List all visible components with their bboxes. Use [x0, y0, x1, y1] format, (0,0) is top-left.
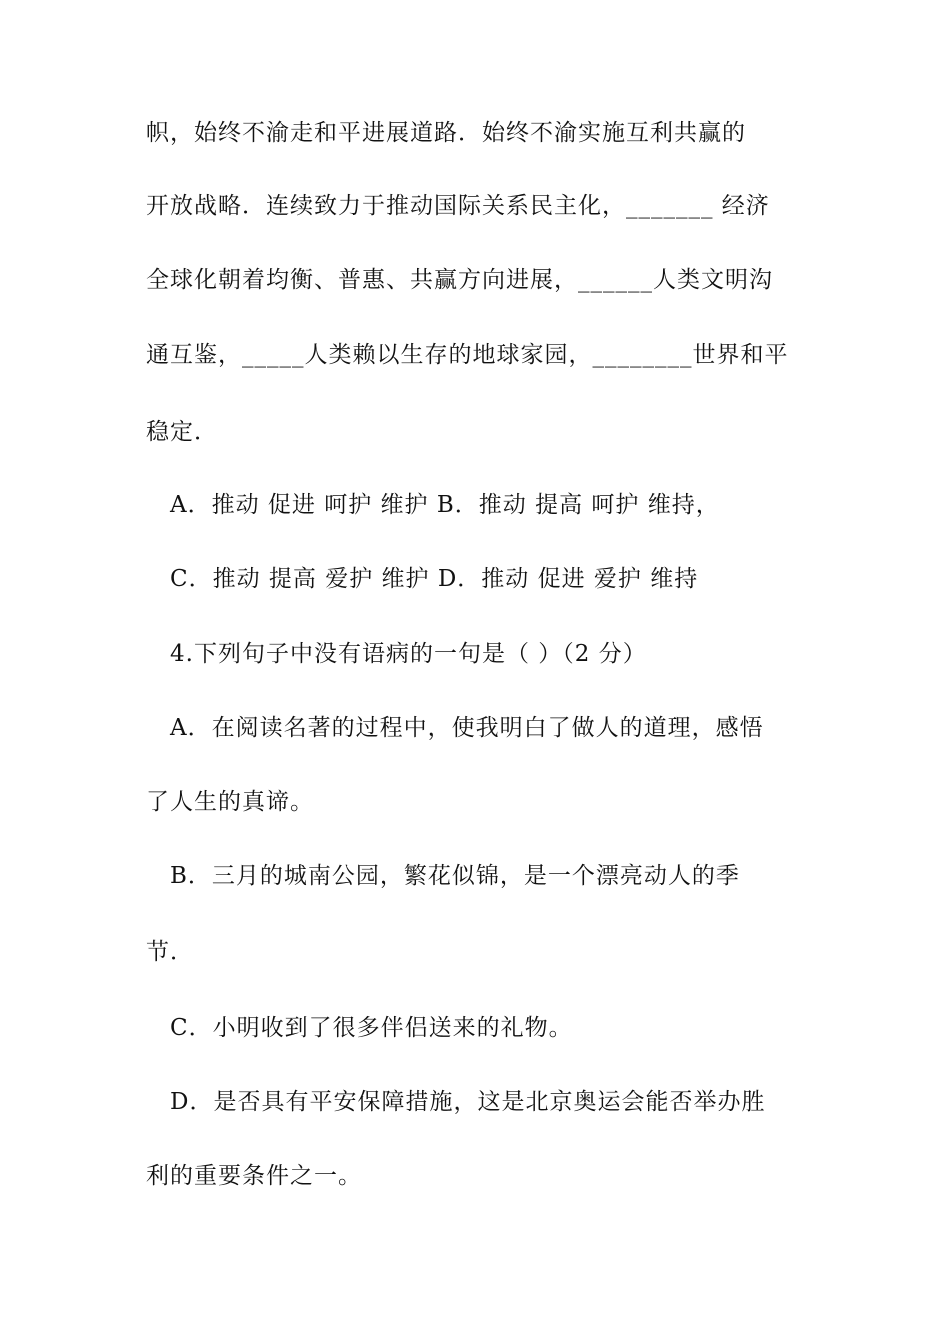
question-4-option-a-line-1: A．在阅读名著的过程中，使我明白了做人的道理，感悟	[170, 715, 764, 741]
passage-line-4: 通互鉴，_____人类赖以生存的地球家园，________世界和平	[146, 342, 789, 368]
question-4-option-b-line-2: 节．	[146, 939, 194, 965]
question-4-option-d-line-1: D．是否具有平安保障措施，这是北京奥运会能否举办胜	[170, 1089, 766, 1115]
question-4-option-a-line-2: 了人生的真谛。	[146, 789, 314, 815]
question-4-option-d-line-2: 利的重要条件之一。	[146, 1163, 362, 1189]
passage-line-2: 开放战略．连续致力于推动国际关系民主化，_______ 经济	[146, 193, 770, 219]
question-4-option-b-line-1: B．三月的城南公园，繁花似锦，是一个漂亮动人的季	[170, 863, 740, 889]
question-3-options-ab: A．推动 促进 呵护 维护 B．推动 提高 呵护 维持，	[170, 492, 720, 518]
passage-line-5: 稳定．	[146, 419, 218, 445]
question-3-options-cd: C．推动 提高 爱护 维护 D．推动 促进 爱护 维持	[170, 566, 699, 592]
passage-line-1: 帜，始终不渝走和平进展道路．始终不渝实施互利共赢的	[146, 120, 746, 146]
passage-line-3: 全球化朝着均衡、普惠、共赢方向进展，______人类文明沟	[146, 267, 773, 293]
question-4-stem: 4.下列句子中没有语病的一句是（ ）（2 分）	[170, 641, 647, 667]
question-4-option-c: C．小明收到了很多伴侣送来的礼物。	[170, 1015, 573, 1041]
